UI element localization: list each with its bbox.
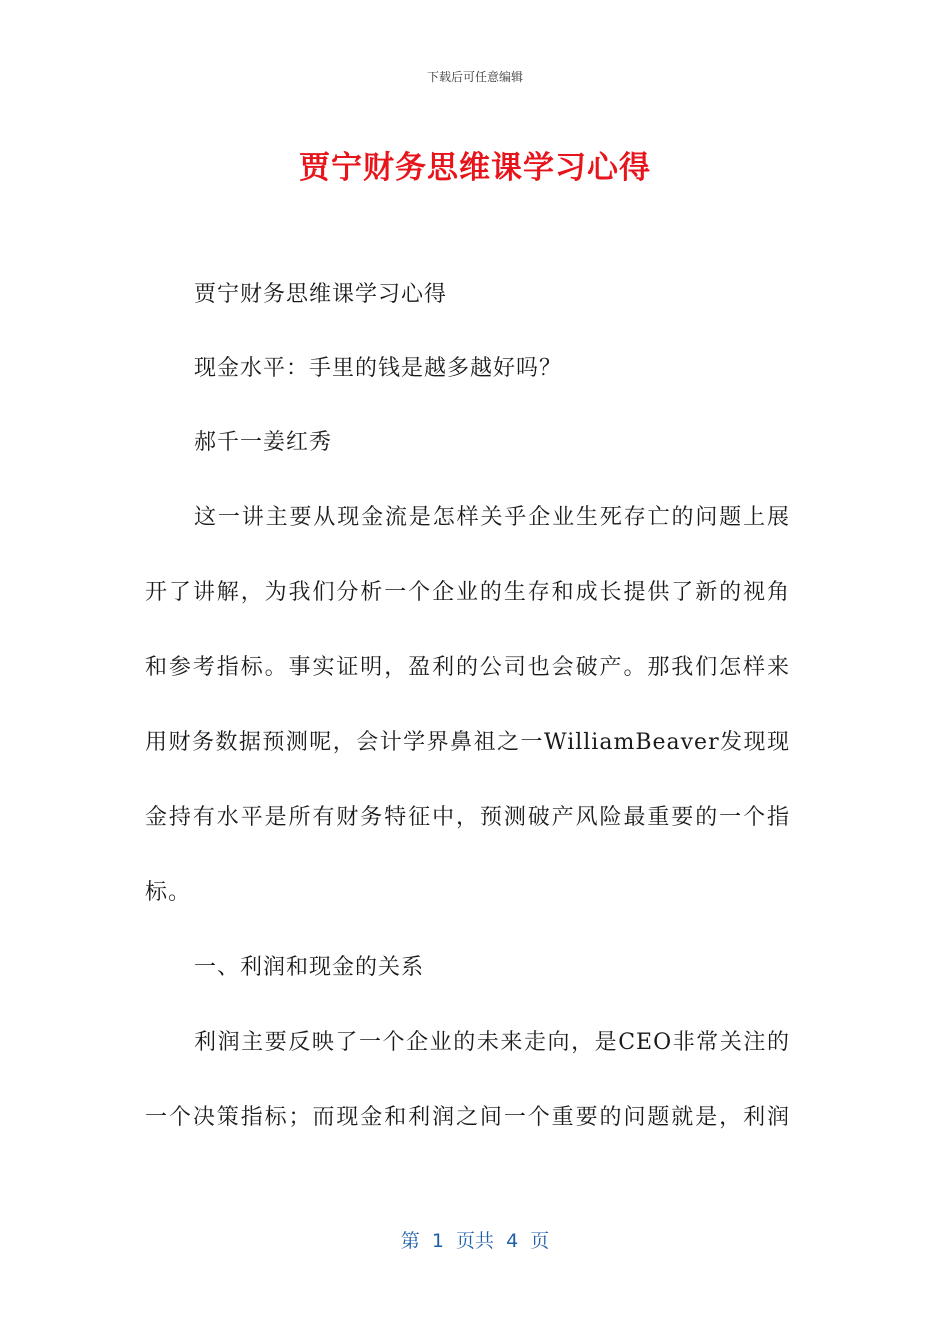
body-paragraph-line: 一个决策指标；而现金和利润之间一个重要的问题就是，利润 [145, 1105, 790, 1130]
body-line-topic: 现金水平：手里的钱是越多越好吗？ [194, 356, 563, 381]
body-paragraph-line: 和参考指标。事实证明，盈利的公司也会破产。那我们怎样来 [145, 655, 790, 680]
document-title: 贾宁财务思维课学习心得 [299, 150, 651, 186]
page-number-footer: 第 1 页共 4 页 [400, 1230, 550, 1252]
header-note: 下载后可任意编辑 [426, 70, 523, 84]
body-paragraph-line: 金持有水平是所有财务特征中，预测破产风险最重要的一个指 [145, 805, 790, 830]
section-heading: 一、利润和现金的关系 [194, 955, 425, 980]
body-paragraph-line: 标。 [145, 880, 192, 905]
body-paragraph-line: 开了讲解，为我们分析一个企业的生存和成长提供了新的视角 [145, 580, 790, 605]
body-line-author: 郝千一姜红秀 [194, 430, 333, 455]
body-line-subtitle: 贾宁财务思维课学习心得 [194, 282, 448, 307]
body-paragraph-line: 这一讲主要从现金流是怎样关乎企业生死存亡的问题上展 [194, 505, 790, 530]
body-paragraph-line: 用财务数据预测呢，会计学界鼻祖之一WilliamBeaver发现现 [145, 730, 790, 755]
body-paragraph-line: 利润主要反映了一个企业的未来走向，是CEO非常关注的 [194, 1030, 790, 1055]
